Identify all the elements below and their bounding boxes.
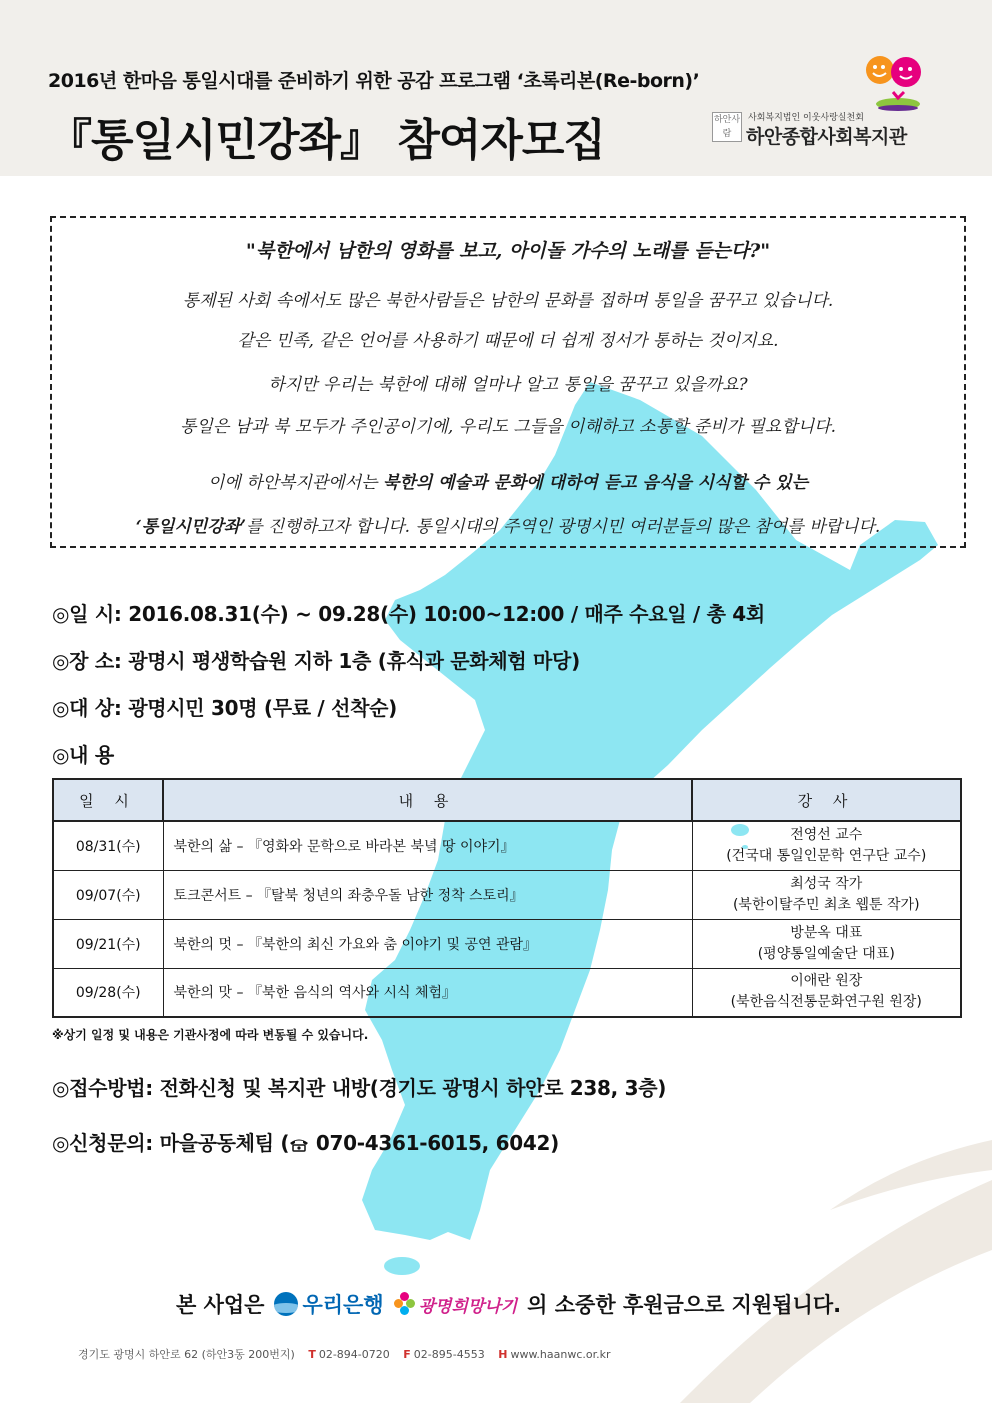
column-header-lecturer: 강 사 <box>692 779 961 821</box>
table-row <box>53 919 961 968</box>
intro-line <box>52 468 964 493</box>
footer-fax-label: F <box>403 1348 411 1361</box>
column-header-date: 일 시 <box>53 779 163 821</box>
lecturer-detail: (북한음식전통문화연구원 원장) <box>730 994 922 1011</box>
schedule-note: ※상기 일정 및 내용은 기관사정에 따라 변동될 수 있습니다. <box>52 1028 369 1042</box>
info-content-label: ◎내 용 <box>52 743 114 767</box>
woori-bank-name: 우리은행 <box>302 1293 384 1317</box>
info-date <box>52 598 765 627</box>
lecturer-name: 방분옥 대표 <box>790 924 863 941</box>
row-content: 토크콘서트 – 『탈북 청년의 좌충우돌 남한 정착 스토리』 <box>163 870 692 919</box>
intro-line <box>52 512 964 537</box>
column-header-content: 내 용 <box>163 779 692 821</box>
intro-line: 하지만 우리는 북한에 대해 얼마나 알고 통일을 꿈꾸고 있을까요? <box>268 375 748 395</box>
organization-logo <box>712 52 952 152</box>
intro-line5-pre: 이에 하안복지관에서는 <box>207 473 383 493</box>
info-place-value: 광명시 평생학습원 지하 1층 (휴식과 문화체험 마당) <box>128 649 580 673</box>
row-content: 북한의 맛 – 『북한 음식의 역사와 시식 체험』 <box>163 968 692 1017</box>
info-content <box>52 739 114 768</box>
table-row <box>53 870 961 919</box>
footer-website: www.haanwc.or.kr <box>510 1348 611 1361</box>
woori-bank-mark-icon <box>274 1292 298 1316</box>
row-date: 09/21(수) <box>53 919 163 968</box>
table-header-row <box>53 779 961 821</box>
background-swoosh <box>600 1120 992 1403</box>
hope-campaign-name: 광명희망나기 <box>418 1296 518 1317</box>
intro-line: 같은 민족, 같은 언어를 사용하기 때문에 더 쉽게 정서가 통하는 것이지요. <box>237 331 779 351</box>
logo-subtext: 사회복지법인 이웃사랑실천회 <box>748 113 864 123</box>
row-date: 09/07(수) <box>53 870 163 919</box>
footer-address: 경기도 광명시 하안로 62 (하안3동 200번지) <box>78 1348 295 1361</box>
flower-icon <box>394 1292 416 1316</box>
lecturer-detail: (평양통일예술단 대표) <box>757 945 895 962</box>
info-date-value: 2016.08.31(수) ~ 09.28(수) 10:00~12:00 / 매주 수요일 / 총 4회 <box>128 602 765 626</box>
intro-line: 통제된 사회 속에서도 많은 북한사람들은 남한의 문화를 접하며 통일을 꿈꾸고 있습니다. <box>182 291 834 311</box>
lecturer-name: 이애란 원장 <box>790 973 863 990</box>
row-lecturer <box>692 968 961 1017</box>
intro-box <box>50 216 966 548</box>
info-target <box>52 692 397 721</box>
apply-contact-phone: 070-4361-6015, 6042) <box>309 1131 559 1155</box>
table-row <box>53 821 961 870</box>
intro-line6-post: 를 진행하고자 합니다. 통일시대의 주역인 광명시민 여러분들의 많은 참여를 바랍니다. <box>246 517 881 537</box>
info-date-label: ◎일 시: <box>52 602 122 626</box>
info-target-value: 광명시민 30명 (무료 / 선착순) <box>128 696 398 720</box>
sponsor-pre: 본 사업은 <box>176 1293 265 1317</box>
hope-campaign-logo <box>394 1292 518 1317</box>
footer-fax: 02-895-4553 <box>413 1348 485 1361</box>
row-date: 09/28(수) <box>53 968 163 1017</box>
row-lecturer <box>692 870 961 919</box>
apply-contact <box>52 1127 559 1156</box>
woori-bank-logo <box>274 1289 383 1319</box>
footer <box>78 1346 611 1362</box>
phone-icon <box>289 1138 309 1152</box>
footer-tel: 02-894-0720 <box>318 1348 390 1361</box>
schedule-table <box>52 778 962 1018</box>
lecturer-detail: (북한이탈주민 최초 웹툰 작가) <box>732 896 920 913</box>
intro-line6-emphasis: ‘통일시민강좌’ <box>135 517 247 537</box>
table-row <box>53 968 961 1017</box>
logo-seal: 하안사람 <box>712 112 742 142</box>
sponsor-line <box>176 1286 841 1322</box>
row-date: 08/31(수) <box>53 821 163 870</box>
lecturer-detail: (건국대 통일인문학 연구단 교수) <box>726 847 927 864</box>
apply-method: ◎접수방법: 전화신청 및 복지관 내방(경기도 광명시 하안로 238, 3층) <box>52 1076 667 1100</box>
row-content: 북한의 삶 – 『영화와 문학으로 바라본 북녘 땅 이야기』 <box>163 821 692 870</box>
footer-web-label: H <box>498 1348 508 1361</box>
intro-quote: "북한에서 남한의 영화를 보고, 아이돌 가수의 노래를 듣는다?" <box>245 240 771 262</box>
row-lecturer <box>692 821 961 870</box>
footer-tel-label: T <box>308 1348 316 1361</box>
row-lecturer <box>692 919 961 968</box>
program-subtitle: 2016년 한마음 통일시대를 준비하기 위한 공감 프로그램 ‘초록리본(Re-born)’ <box>48 70 700 92</box>
info-place <box>52 645 580 674</box>
welfare-center-emblem-icon <box>860 52 926 112</box>
logo-name: 하안종합사회복지관 <box>746 126 907 148</box>
info-target-label: ◎대 상: <box>52 696 122 720</box>
page-title: 『통일시민강좌』 참여자모집 <box>48 115 605 166</box>
row-content: 북한의 멋 – 『북한의 최신 가요와 춤 이야기 및 공연 관람』 <box>163 919 692 968</box>
sponsor-post: 의 소중한 후원금으로 지원됩니다. <box>527 1293 842 1317</box>
info-place-label: ◎장 소: <box>52 649 122 673</box>
intro-line5-emphasis: 북한의 예술과 문화에 대하여 듣고 음식을 시식할 수 있는 <box>382 473 809 493</box>
lecturer-name: 전영선 교수 <box>790 826 863 843</box>
intro-line: 통일은 남과 북 모두가 주인공이기에, 우리도 그들을 이해하고 소통할 준비가 필요합니다. <box>179 417 837 437</box>
apply-contact-pre: ◎신청문의: 마을공동체팀 ( <box>52 1131 290 1155</box>
lecturer-name: 최성국 작가 <box>790 875 863 892</box>
